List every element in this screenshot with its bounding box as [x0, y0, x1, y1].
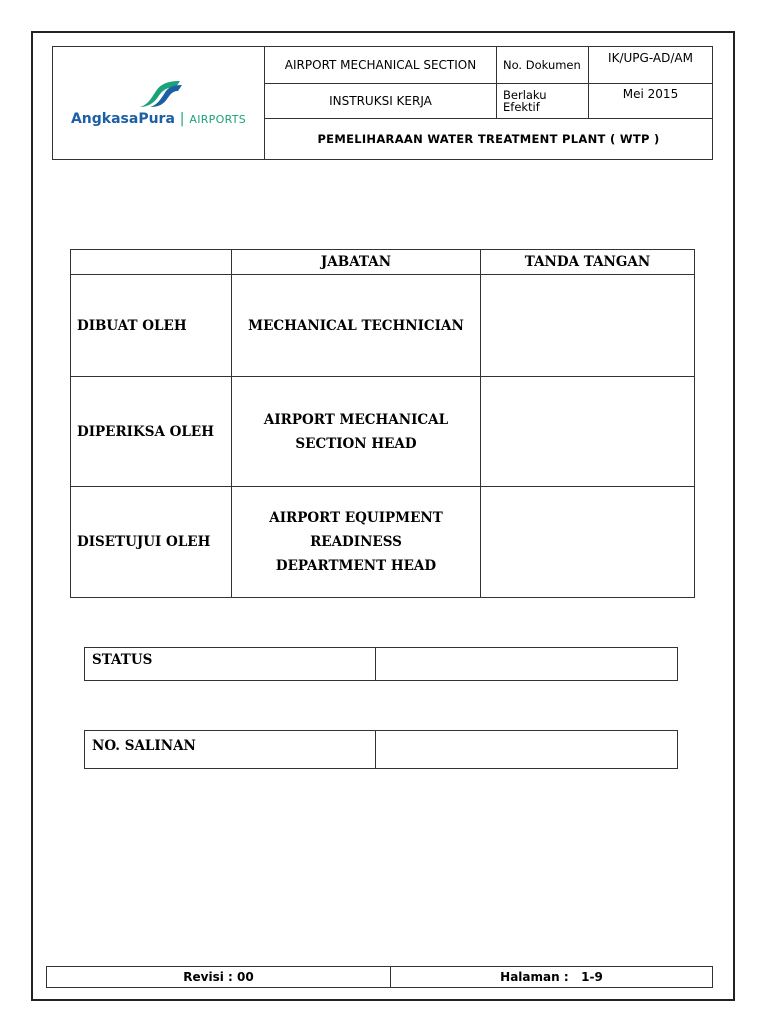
no-dokumen-label: No. Dokumen — [497, 47, 589, 84]
signature-field-diperiksa[interactable] — [481, 377, 695, 487]
revisi: Revisi : 00 — [47, 967, 391, 988]
halaman: Halaman : 1-9 — [391, 967, 713, 988]
berlaku-value: Mei 2015 — [589, 84, 713, 119]
berlaku-label: Berlaku Efektif — [497, 84, 589, 119]
col-header-jabatan: JABATAN — [232, 250, 481, 275]
col-header-empty — [71, 250, 232, 275]
logo-cell — [53, 47, 265, 160]
table-row — [71, 377, 695, 487]
signature-field-dibuat[interactable] — [481, 275, 695, 377]
logo-wordmark: AngkasaPura | AIRPORTS — [70, 111, 247, 127]
document-title: PEMELIHARAAN WATER TREATMENT PLANT ( WTP ) — [265, 119, 713, 160]
role-diperiksa: AIRPORT MECHANICAL SECTION HEAD — [232, 377, 481, 487]
status-box — [84, 647, 678, 681]
document-footer — [46, 966, 713, 988]
signature-field-disetujui[interactable] — [481, 487, 695, 598]
row-label-disetujui: DISETUJUI OLEH — [71, 487, 232, 598]
salinan-box — [84, 730, 678, 769]
status-label: STATUS — [85, 648, 376, 681]
angkasa-pura-logo-icon — [134, 79, 184, 109]
status-value[interactable] — [376, 648, 678, 681]
salinan-value[interactable] — [376, 731, 678, 769]
section-name: AIRPORT MECHANICAL SECTION — [265, 47, 497, 84]
signature-table — [70, 249, 695, 598]
col-header-tanda-tangan: TANDA TANGAN — [481, 250, 695, 275]
table-row — [71, 275, 695, 377]
document-header — [52, 46, 713, 160]
role-disetujui: AIRPORT EQUIPMENT READINESS DEPARTMENT HEAD — [232, 487, 481, 598]
salinan-label: NO. SALINAN — [85, 731, 376, 769]
no-dokumen-value: IK/UPG-AD/AM — [589, 47, 713, 84]
row-label-dibuat: DIBUAT OLEH — [71, 275, 232, 377]
row-label-diperiksa: DIPERIKSA OLEH — [71, 377, 232, 487]
table-row — [71, 487, 695, 598]
role-dibuat: MECHANICAL TECHNICIAN — [232, 275, 481, 377]
doc-type: INSTRUKSI KERJA — [265, 84, 497, 119]
